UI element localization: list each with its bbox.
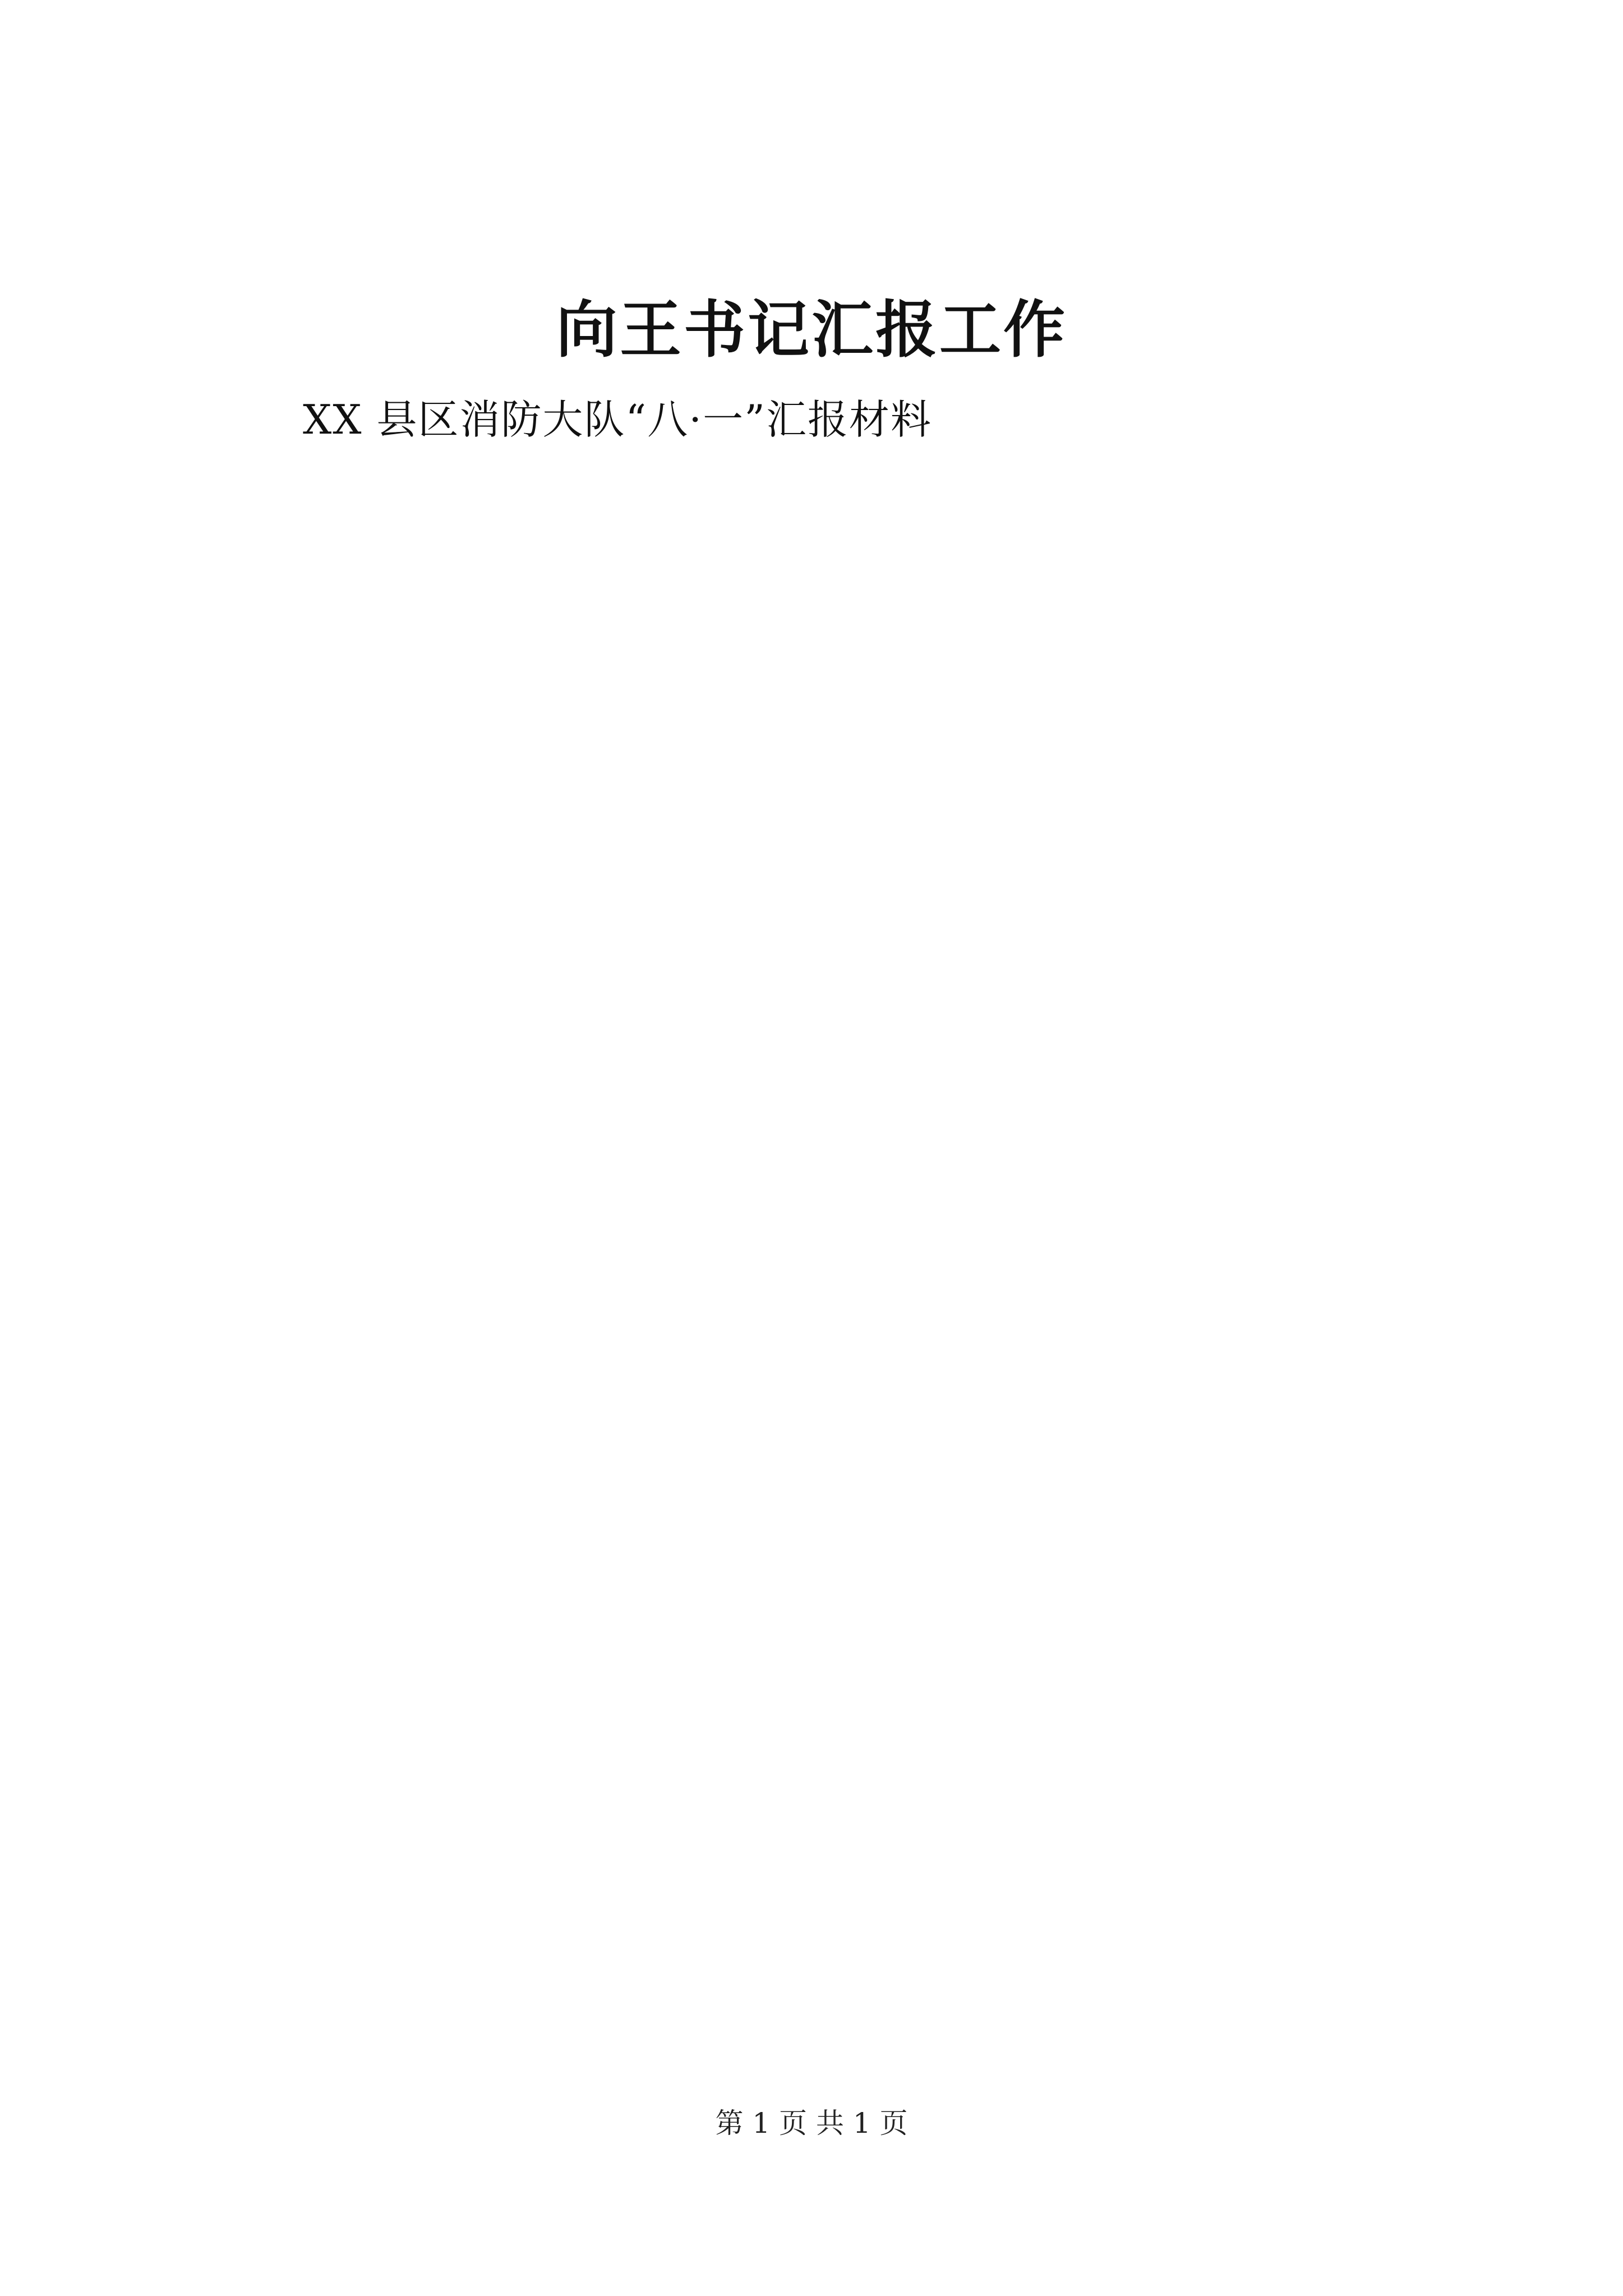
document-title: 向王书记汇报工作 (556, 293, 1067, 366)
page-footer: 第 1 页 共 1 页 (715, 2107, 908, 2139)
document-body (219, 471, 1408, 2042)
document-subtitle: XX 县区消防大队“八·一”汇报材料 (303, 396, 932, 443)
